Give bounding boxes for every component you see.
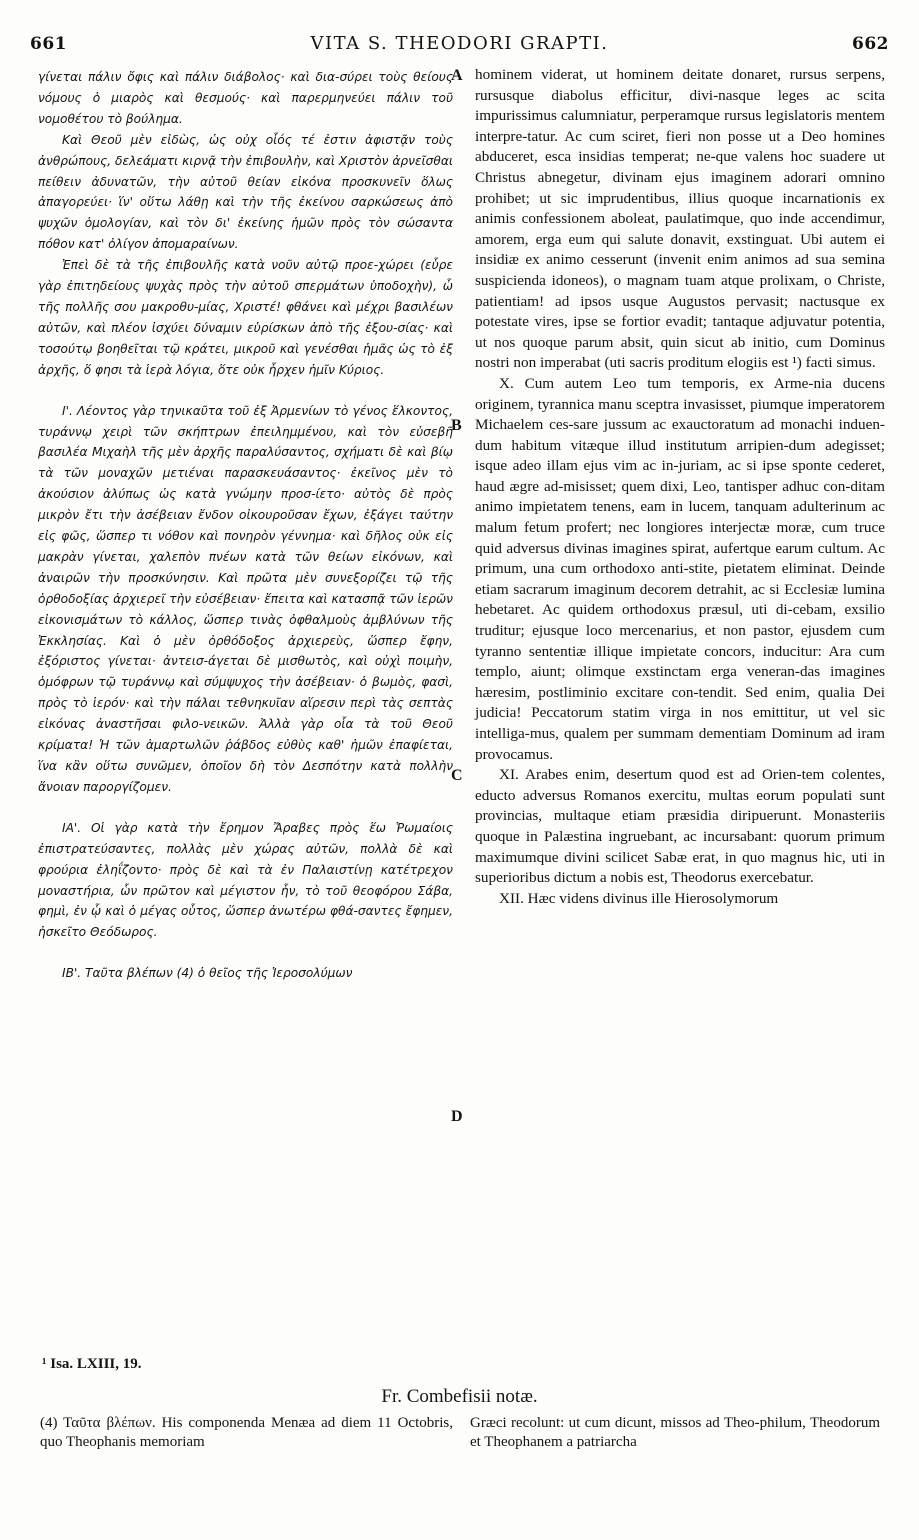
latin-column [475, 65, 885, 909]
page-number-left: 661 [30, 34, 67, 54]
note-text-left: (4) Ταῦτα βλέπων. His componenda Menæa ad diem 11 Octobris, quo Theophanis memoriam [40, 1415, 453, 1450]
note-text-right: Græci recolunt: ut cum dicunt, missos ad Theo-philum, Theodorum et Theophanem a patriarcha [470, 1415, 880, 1450]
running-title: VITA S. THEODORI GRAPTI. [310, 33, 609, 54]
greek-section-xii: ΙΒ'. Ταῦτα βλέπων (4) ὁ θεῖος τῆς Ἱεροσολύμων [62, 966, 353, 981]
notes-left [40, 1414, 453, 1452]
greek-column [38, 67, 453, 984]
latin-section-xii: XII. Hæc videns divinus ille Hierosolymorum [499, 889, 779, 907]
page-number-right: 662 [852, 34, 889, 54]
greek-section-x: Ι'. Λέοντος γὰρ τηνικαῦτα τοῦ ἐξ Ἀρμενίων τὸ γένος ἕλκοντος, τυράννῳ χειρὶ τῶν σκήπτρων ἐπειλημμένου, καὶ τὸν εὐσεβῆ βασιλέα Μιχαὴλ τῆς μὲν ἀρχῆς παραλύσαντος, σχήματι δὲ καὶ βίῳ τὰ τῶν μοναχῶν μετιέναι παρασκευάσαντος· ἐκεῖνος μὲν τὸ ἀκούσιον ἀλύπως ὡς κατὰ γνώμην προσ-ίετο· αὐτὸς δὲ πρὸς μικρὸν ἔτι τὴν ἀσέβειαν ἔνδον οἰκουροῦσαν ἔχων, ἐξάγει ταύτην εἰς φῶς, ὥσπερ τι νόθον καὶ πονηρὸν γέννημα· καὶ δῆλος οὐκ εἰς μακρὰν γίνεται, χαλεπὸν πνέων κατὰ τῶν θείων εἰκόνων, καὶ ἀναιρῶν τὴν προσκύνησιν. Καὶ πρῶτα μὲν συνεξορίζει τῷ τῆς ὀρθοδοξίας ἀρχιερεῖ τὴν εὐσέβειαν· ἔπειτα καὶ κατασπᾷ τῶν ἱερῶν εἰκονισμάτων τὸ κάλλος, ὥσπερ τινὰς ὀφθαλμοὺς ἀμβλύνων τῆς Ἐκκλησίας. Καὶ ὁ μὲν ὀρθόδοξος ἀρχιερεὺς, ὥσπερ ἔφην, ἐξόριστος γίνεται· ἀντεισ-άγεται δὲ μισθωτὸς, καὶ οὐχὶ ποιμὴν, ὁμόφρων τῷ τυράννῳ καὶ σύμψυχος τὴν ἀσέβειαν· ὁ βωμὸς, φασὶ, πρὸς τὸ ἱερόν· καὶ τὴν πάλαι τεθνηκυῖαν αἵρεσιν περὶ τὰς σεπτὰς εἰκόνας ἀναστῆσαι φιλο-νεικῶν. Ἀλλὰ γὰρ οἷα τὰ τοῦ Θεοῦ κρίματα! Ἡ τῶν ἁμαρτωλῶν ῥάβδος εὐθὺς καθ' ἡμῶν ἐπαφίεται, ἵνα κἂν οὕτω συνῶμεν, ὁποῖον δὴ τὸν Δεσπότην κατὰ πολλὴν ἄνοιαν παροργίζομεν. [38, 403, 453, 794]
margin-letter-d: D [451, 1108, 463, 1125]
margin-letter-a: A [451, 67, 463, 84]
greek-paragraph: γίνεται πάλιν ὄφις καὶ πάλιν διάβολος· καὶ δια-σύρει τοὺς θείους νόμους ὁ μιαρὸς καὶ θεσμούς· καὶ παρερμηνεύει πάλιν τοῦ νομοθέτου τὸ βούλημα. [38, 70, 453, 126]
greek-paragraph: Ἐπεὶ δὲ τὰ τῆς ἐπιβουλῆς κατὰ νοῦν αὐτῷ προε-χώρει (εὗρε γὰρ ἐπιτηδείους ψυχὰς πρὸς τὴν αὐτοῦ σπερμάτων ὑποδοχὴν), ὦ τῆς πολλῆς σου μακροθυ-μίας, Χριστέ! φθάνει καὶ μέχρι βασιλέων αὐτῶν, καὶ πλέον ἰσχύει δύναμιν εὑρίσκων ἀπὸ τῆς ἐξου-σίας· καὶ τοσούτῳ βοηθεῖται τῷ κράτει, μικροῦ καὶ γενέσθαι ἡμᾶς ὡς τὸ ἐξ ἀρχῆς, ὅ φησι τὰ ἱερὰ λόγια, ὅτε οὐκ ἦρχεν ἡμῖν Κύριος. [38, 258, 453, 377]
margin-letter-c: C [451, 767, 463, 784]
notes-title: Fr. Combefisii notæ. [381, 1386, 538, 1407]
margin-letter-b: B [451, 417, 462, 434]
greek-paragraph: Καὶ Θεοῦ μὲν εἰδὼς, ὡς οὐχ οἷός τέ ἐστιν ἀφιστᾷν τοὺς ἀνθρώπους, δελεάματι κιρνᾷ τὴν ἐπιβουλὴν, καὶ Χριστὸν ἀρνεῖσθαι πείθειν ἀδυνατῶν, τὴν αὐτοῦ θείαν εἰκόνα προσκυνεῖν ὅλως ἀπαγορεύει· ἵν' οὕτω λάθῃ καὶ τὴν τῆς ἐκείνου σαρκώσεως ἀπὸ ψυχῶν ὁμολογίαν, καὶ τὸν δι' ἐκείνης ἡμῶν πρὸς τὸν σώσαντα πόθον κατ' ὀλίγον ἀπομαραίνων. [38, 132, 453, 252]
greek-section-xi: ΙΑ'. Οἱ γὰρ κατὰ τὴν ἔρημον Ἄραβες πρὸς ἕω Ῥωμαίοις ἐπιστρατεύσαντες, πολλὰς μὲν χώρας αὐτῶν, πολλὰ δὲ καὶ φρούρια ἐληΐζοντο· πρὸς δὲ καὶ τὰ ἐν Παλαιστίνῃ κατέτρεχον μοναστήρια, ὧν πρῶτον καὶ μέγιστον ἦν, τὸ τοῦ θεοφόρου Σάβα, φημὶ, ἐν ᾧ καὶ ὁ μέγας οὗτος, ὥσπερ ἀνωτέρω φθά-σαντες ἔφημεν, ἠσκεῖτο Θεόδωρος. [38, 820, 453, 940]
notes-right [470, 1414, 880, 1452]
footnote: ¹ Isa. LXIII, 19. [42, 1356, 142, 1372]
latin-section-xi: XI. Arabes enim, desertum quod est ad Orien-tem colentes, educto adversus Romanos exercitu, multas eorum populati sunt provincias, multaque etiam præsidia diripuerunt. Monasteriis quoque in Palæstina ingruebant, ac incursabant: quorum primum maximumque divini scilicet Sabæ erat, in quo magnus hic, uti in superioribus dictum a nobis est, Theodorus exercebatur. [475, 766, 885, 887]
latin-paragraph: hominem viderat, ut hominem deitate donaret, rursus serpens, rursusque diabolus efficitur, divi-nasque leges ac scita impurissimus calumniatur, perperamque rursus legislatoris mentem interpre-tatur. Ac cum sciret, fieri non posse ut a Deo homines abduceret, esca insidias temperat; ne-que valens hoc suadere ut Christus abnegetur, divinam ejus imaginem adorari omnino prohibet; ut sic imprudentibus, illius quoque incarnationis ex animis confessionem aboleat, paulatimque, quo inde accendimur, amorem, erga eum qui salute donavit, exstinguat. Ubi autem ei insidiæ ex animo cesserunt (invenit enim animos ad sua semina suspicienda idoneos), o magnam tuam atque prolixam, o Christe, patientiam! ad ipsos usque Augustos pervasit; nactusque ex potestate vires, ipse se fortior evadit; tantaque adjuvatur potentia, ut nos quoque parum absit, quin sicut ab initio, cum Dominus nostri non imperabat (uti sacris proditum elogiis est ¹) facti simus. [475, 66, 885, 372]
latin-section-x: X. Cum autem Leo tum temporis, ex Arme-nia ducens originem, tyrannica manu sceptra invasisset, piumque imperatorem Michaelem ces-sare jussum ac exauctoratum ad monachi induen-dum habitum vitæque illud institutum arripien-dum adegisset; isque adeo illam ejus vim ac in-juriam, ac si ipse sponte cederet, haud ægre ad-misisset; quem dixi, Leo, tantisper adhuc con-ditam animo impietatem tenens, eam in lucem, tanquam adulterinum ac malum fetum profert; nec longiores interjectæ moræ, cum truce quid adversus divinas imagines spirat, aufertque earum cultum. Ac primum, una cum orthodoxo anti-stite, pietatem eliminat. Deinde etiam sacrarum imaginum decorem detrahit, ac si Ecclesiæ lumina hebetaret. Ac quidem orthodoxus præsul, uti di-cebam, exsilio truditur; ejusque loco mercenarius, et non pastor, ejusdem cum tyranno sententiæ illique impietate concors, inducitur: Ara cum templo, aiunt; olimque exstinctam erga veneran-das imagines hæresim, postliminio excitare con-tendit. Sed enim, qualia Dei judicia! Peccatorum statim virga in nos emittitur, ut vel sic intelliga-mus, qualem per summam dementiam Dominum ad iram provocamus. [475, 374, 885, 763]
